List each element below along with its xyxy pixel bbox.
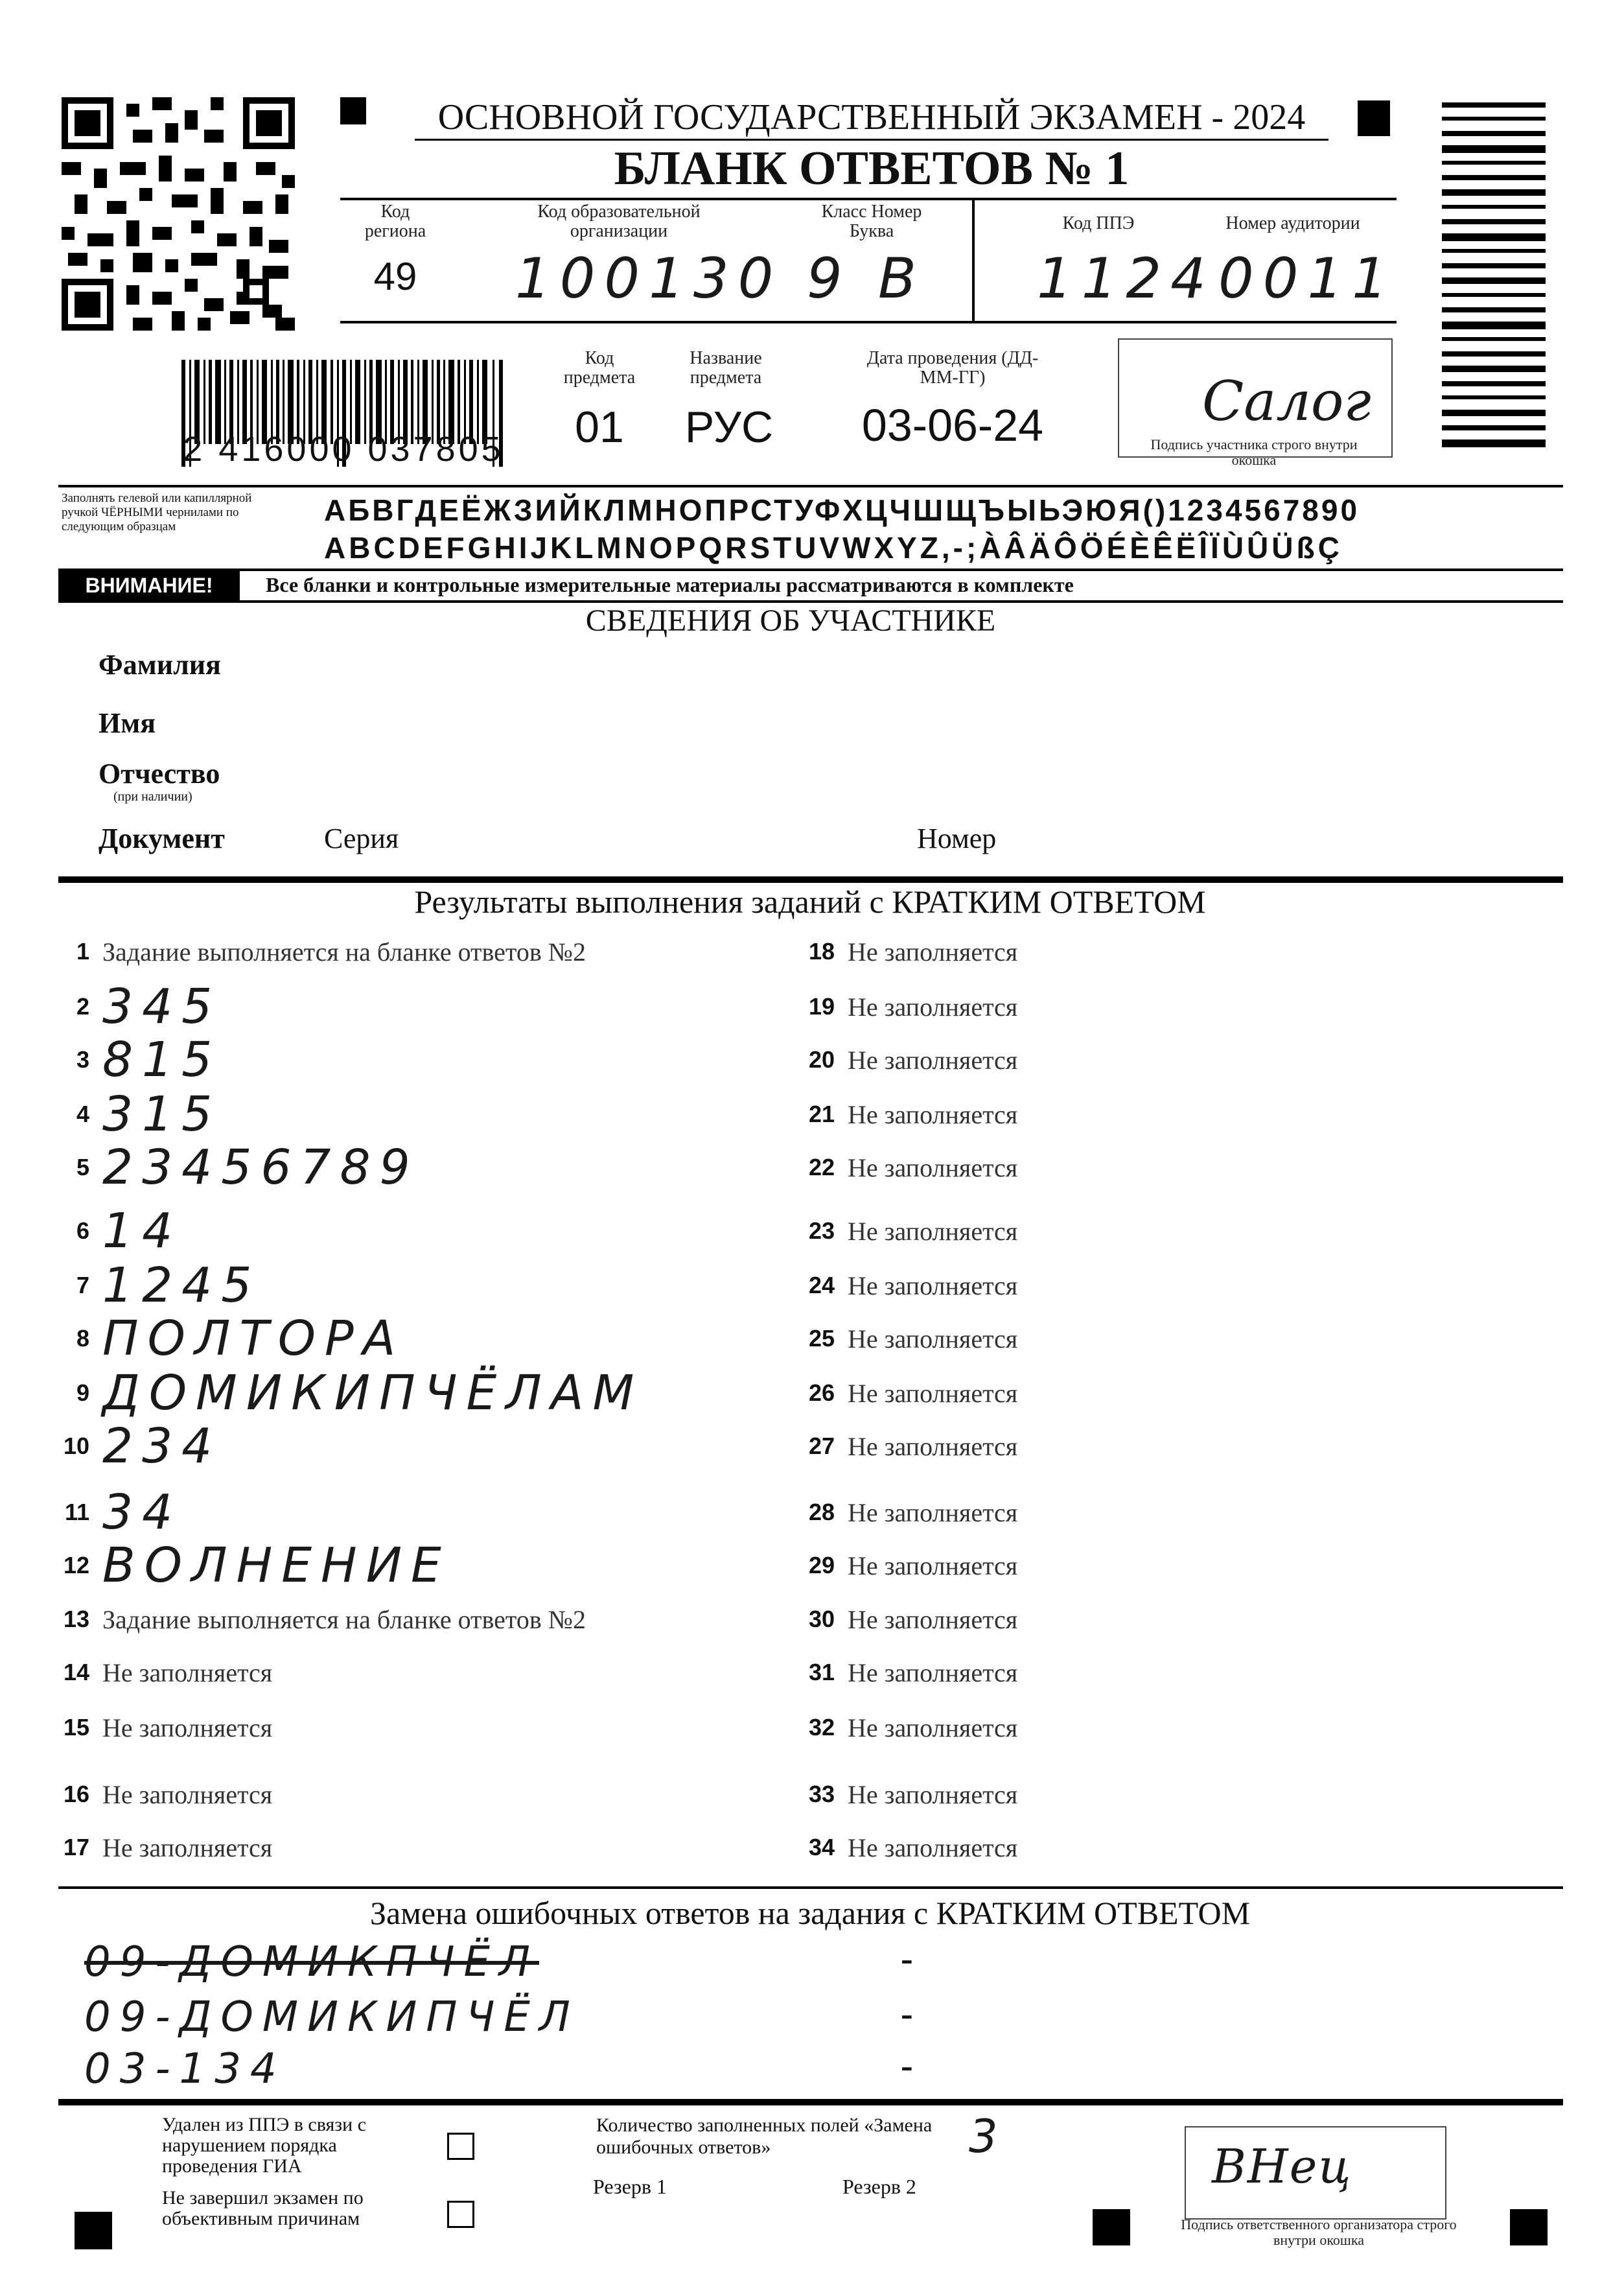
answer-number: 32 xyxy=(808,1714,835,1740)
answer-row xyxy=(791,1145,1017,1190)
subject-name-value: РУС xyxy=(684,403,774,452)
organizer-caption: Подпись ответственного организатора строго внутри окошка xyxy=(1181,2216,1457,2248)
answer-row xyxy=(791,1037,1017,1083)
replacement-section-title: Замена ошибочных ответов на задания с КРАТКИМ ОТВЕТОМ xyxy=(369,1895,1251,1931)
answer-row xyxy=(45,1203,182,1259)
participant-signature: Салог xyxy=(1202,369,1371,433)
subject-code-value: 01 xyxy=(575,403,624,452)
subject-name-label: Название предмета xyxy=(690,348,762,388)
answer-row xyxy=(45,1258,261,1313)
answer-number: 2 xyxy=(76,993,89,1020)
answer-text[interactable]: Не заполняется xyxy=(848,1216,1018,1246)
not-finished-checkbox[interactable] xyxy=(447,2201,474,2228)
answer-number: 20 xyxy=(808,1046,835,1073)
answer-number: 4 xyxy=(76,1101,89,1127)
answers-section-title: Результаты выполнения заданий с КРАТКИМ ОТВЕТОМ xyxy=(414,884,1206,920)
answer-row xyxy=(791,1370,1017,1416)
org-label: Код образовательной организации xyxy=(537,202,701,241)
divider xyxy=(58,2099,1563,2105)
answer-text[interactable]: Не заполняется xyxy=(848,992,1018,1022)
answer-text[interactable]: Не заполняется xyxy=(848,1378,1018,1408)
answer-number: 30 xyxy=(808,1606,835,1632)
room-value: 0011 xyxy=(1218,246,1397,311)
answer-row xyxy=(45,1365,644,1421)
answer-number: 27 xyxy=(808,1433,835,1459)
answer-row xyxy=(45,1825,272,1870)
replacement-entry[interactable]: 03-134 xyxy=(84,2045,286,2093)
answer-text[interactable]: Не заполняется xyxy=(848,1833,1018,1862)
answer-number: 22 xyxy=(808,1154,835,1180)
answer-row xyxy=(791,1543,1017,1588)
answer-number: 33 xyxy=(808,1781,835,1807)
answer-text[interactable]: Не заполняется xyxy=(848,1153,1018,1182)
document-label: Документ xyxy=(99,823,225,854)
answer-text[interactable]: Не заполняется xyxy=(848,1045,1018,1075)
answer-row xyxy=(791,1705,1017,1750)
handwritten-answer[interactable]: 345 xyxy=(102,979,222,1035)
qr-code xyxy=(62,97,295,331)
answer-number: 16 xyxy=(63,1781,89,1807)
answer-row xyxy=(45,1484,182,1540)
answer-row xyxy=(45,1311,405,1366)
answer-text[interactable]: Не заполняется xyxy=(102,1833,273,1862)
answer-number: 10 xyxy=(63,1433,89,1459)
fill-note: Заполнять гелевой или капиллярной ручкой ЧЁРНЫМИ чернилами по следующим образцам xyxy=(62,491,252,533)
answer-number: 1 xyxy=(76,938,89,965)
answer-row xyxy=(45,1772,272,1817)
attention-label: ВНИМАНИЕ! xyxy=(58,570,240,600)
marker-square xyxy=(75,2212,112,2249)
replacement-dash: - xyxy=(901,1994,913,2034)
answer-text[interactable]: Не заполняется xyxy=(848,1099,1018,1129)
answer-text[interactable]: Не заполняется xyxy=(848,1551,1018,1580)
count-label: Количество заполненных полей «Замена ошибочных ответов» xyxy=(596,2115,933,2158)
replacement-dash: - xyxy=(901,1939,913,1979)
sample-row-1: АБВГДЕЁЖЗИЙКЛМНОПРСТУФХЦЧШЩЪЫЬЭЮЯ()1234567890 xyxy=(324,493,1360,527)
replacement-dash: - xyxy=(901,2046,913,2086)
answer-number: 18 xyxy=(808,938,835,965)
date-value: 03-06-24 xyxy=(861,400,1044,451)
answer-row xyxy=(45,979,222,1035)
answer-text[interactable]: Не заполняется xyxy=(848,1324,1018,1353)
answer-row xyxy=(791,1263,1017,1308)
answer-text[interactable]: Не заполняется xyxy=(848,1271,1018,1300)
answer-row xyxy=(45,1140,419,1195)
answer-number: 3 xyxy=(76,1046,89,1073)
handwritten-answer[interactable]: 815 xyxy=(102,1032,222,1088)
answer-row xyxy=(45,929,586,974)
patronymic-label: Отчество xyxy=(99,758,220,790)
answer-row xyxy=(791,984,1017,1029)
class-value: 9 В xyxy=(807,246,926,311)
answer-row xyxy=(791,1424,1017,1469)
removed-checkbox[interactable] xyxy=(447,2133,474,2160)
class-label: Класс Номер Буква xyxy=(821,202,922,241)
surname-label: Фамилия xyxy=(99,649,221,681)
handwritten-answer[interactable]: 23456789 xyxy=(102,1140,419,1195)
marker-square xyxy=(1093,2209,1130,2245)
sample-row-2: ABCDEFGHIJKLMNOPQRSTUVWXYZ,-;ÀÂÄÔÖÉÈÊËÎÏÙÛÜßÇ xyxy=(324,531,1343,565)
answer-row xyxy=(791,1208,1017,1254)
answer-row xyxy=(45,1538,450,1593)
answer-row xyxy=(45,1086,222,1142)
answer-number: 25 xyxy=(808,1325,835,1352)
answer-row xyxy=(45,1418,222,1474)
answer-text[interactable]: Не заполняется xyxy=(848,1658,1018,1687)
exam-title: ОСНОВНОЙ ГОСУДАРСТВЕННЫЙ ЭКЗАМЕН - 2024 xyxy=(415,96,1328,141)
answer-number: 28 xyxy=(808,1499,835,1525)
answer-row xyxy=(791,1092,1017,1137)
handwritten-answer[interactable]: 14 xyxy=(102,1203,182,1259)
answer-text[interactable]: Не заполняется xyxy=(848,1431,1018,1461)
answer-row xyxy=(45,1597,586,1642)
answer-row xyxy=(45,1032,222,1088)
reserve2-label: Резерв 2 xyxy=(842,2175,916,2198)
answer-text[interactable]: Не заполняется xyxy=(848,1604,1018,1634)
barcode-number: 2 416000 037805 xyxy=(183,430,504,469)
handwritten-answer[interactable]: ПОЛТОРА xyxy=(102,1311,405,1366)
not-finished-label: Не завершил экзамен по объективным причинам xyxy=(162,2187,364,2229)
handwritten-answer[interactable]: ДОМИКИПЧЁЛАМ xyxy=(102,1365,644,1421)
answer-number: 26 xyxy=(808,1379,835,1406)
answer-text[interactable]: Не заполняется xyxy=(848,1497,1018,1527)
org-value: 100130 xyxy=(515,246,783,311)
answer-text[interactable]: Не заполняется xyxy=(102,1713,273,1742)
answer-number: 29 xyxy=(808,1552,835,1578)
answer-number: 23 xyxy=(808,1217,835,1244)
removed-label: Удален из ППЭ в связи с нарушением порядка проведения ГИА xyxy=(162,2114,367,2177)
replacement-entry[interactable]: 09-ДОМИКИПЧЁЛ xyxy=(84,1993,579,2041)
form-title: БЛАНК ОТВЕТОВ № 1 xyxy=(614,142,1130,195)
divider xyxy=(58,1886,1563,1889)
ppe-label: Код ППЭ xyxy=(1062,213,1135,233)
name-label: Имя xyxy=(99,707,156,739)
answer-number: 31 xyxy=(808,1659,835,1685)
answer-text[interactable]: Задание выполняется на бланке ответов №2 xyxy=(102,937,586,967)
count-value: 3 xyxy=(969,2110,1007,2163)
answer-text[interactable]: Не заполняется xyxy=(102,1779,273,1809)
answer-number: 19 xyxy=(808,993,835,1020)
organizer-signature: ВНец xyxy=(1212,2139,1352,2194)
answer-text[interactable]: Не заполняется xyxy=(848,1713,1018,1742)
handwritten-answer[interactable]: ВОЛНЕНИЕ xyxy=(102,1538,450,1593)
side-barcode xyxy=(1442,102,1546,455)
marker-square xyxy=(340,97,366,124)
answer-row xyxy=(791,1316,1017,1361)
answer-text[interactable]: Не заполняется xyxy=(848,1779,1018,1809)
answer-number: 12 xyxy=(63,1552,89,1578)
answer-number: 24 xyxy=(808,1272,835,1298)
answer-number: 34 xyxy=(808,1834,835,1860)
reserve1-label: Резерв 1 xyxy=(593,2175,667,2198)
marker-square xyxy=(1510,2209,1548,2245)
handwritten-answer[interactable]: 34 xyxy=(102,1484,182,1540)
answer-text[interactable]: Не заполняется xyxy=(102,1658,273,1687)
handwritten-answer[interactable]: 315 xyxy=(102,1086,222,1142)
date-label: Дата проведения (ДД-ММ-ГГ) xyxy=(866,348,1039,388)
answer-number: 5 xyxy=(76,1154,89,1180)
answer-text[interactable]: Не заполняется xyxy=(848,937,1018,967)
answer-number: 14 xyxy=(63,1659,89,1685)
region-value: 49 xyxy=(373,255,417,298)
answer-number: 17 xyxy=(63,1834,89,1860)
answer-number: 15 xyxy=(63,1714,89,1740)
answer-row xyxy=(791,1772,1017,1817)
answer-row xyxy=(45,1705,272,1750)
divider xyxy=(58,876,1563,883)
answer-number: 7 xyxy=(76,1272,89,1298)
answer-row xyxy=(791,1597,1017,1642)
answer-row xyxy=(45,1650,272,1695)
answer-number: 6 xyxy=(76,1217,89,1244)
answer-number: 21 xyxy=(808,1101,835,1127)
answer-row xyxy=(791,1650,1017,1695)
series-label: Серия xyxy=(324,823,399,854)
number-label: Номер xyxy=(917,823,997,854)
answer-row xyxy=(791,1825,1017,1870)
answer-row xyxy=(791,929,1017,974)
answer-number: 13 xyxy=(63,1606,89,1632)
subject-code-label: Код предмета xyxy=(563,348,636,388)
region-label: Код региона xyxy=(364,202,426,241)
participant-section-title: СВЕДЕНИЯ ОБ УЧАСТНИКЕ xyxy=(585,603,996,638)
patronymic-note: (при наличии) xyxy=(113,790,192,804)
attention-text: Все бланки и контрольные измерительные материалы рассматриваются в комплекте xyxy=(266,573,1074,596)
answer-number: 8 xyxy=(76,1325,89,1352)
marker-square xyxy=(1358,100,1390,136)
handwritten-answer[interactable]: 234 xyxy=(102,1418,222,1474)
room-label: Номер аудитории xyxy=(1225,213,1360,233)
handwritten-answer[interactable]: 1245 xyxy=(102,1258,261,1313)
replacement-entry-struck[interactable]: 09-ДОМИКПЧЁЛ xyxy=(84,1938,539,1986)
ppe-value: 1124 xyxy=(1037,246,1215,311)
answer-number: 9 xyxy=(76,1379,89,1406)
signature-caption: Подпись участника строго внутри окошка xyxy=(1150,436,1358,468)
answer-number: 11 xyxy=(64,1499,89,1525)
answer-text[interactable]: Задание выполняется на бланке ответов №2 xyxy=(102,1604,586,1634)
answer-row xyxy=(791,1490,1017,1535)
